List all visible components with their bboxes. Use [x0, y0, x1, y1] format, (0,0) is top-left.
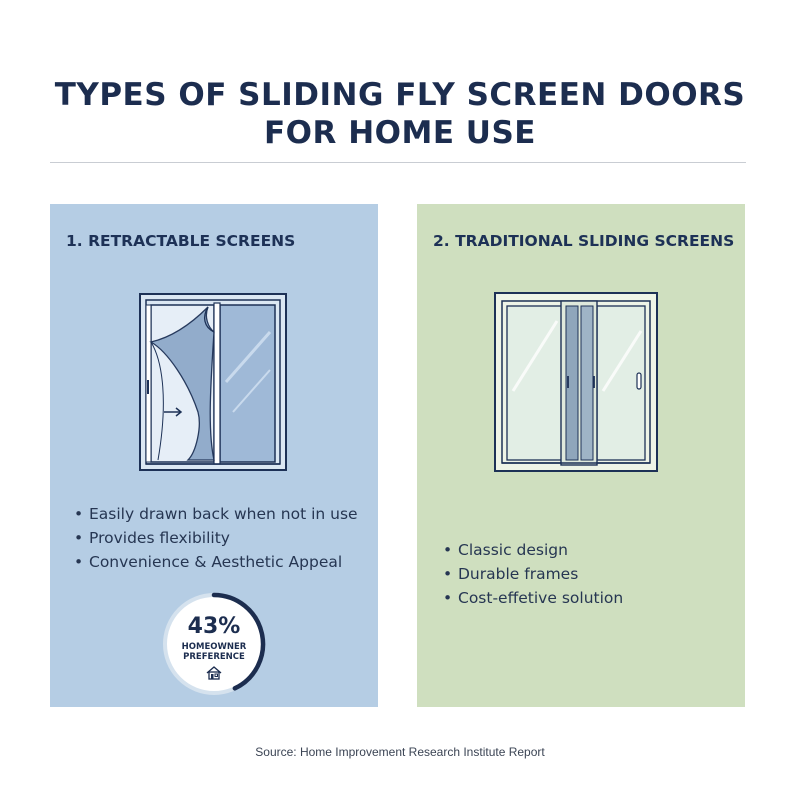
list-item: [72, 502, 358, 526]
bullet-text: Cost-effetive solution: [458, 589, 624, 607]
retractable-screens-bullets: [72, 502, 358, 574]
list-item: [441, 562, 623, 586]
homeowner-preference-stat: [160, 590, 268, 698]
bullet-dot: •: [74, 529, 84, 547]
list-item: [441, 538, 623, 562]
bullet-dot: •: [443, 565, 453, 583]
stat-label: [160, 642, 268, 662]
bullet-text: Provides flexibility: [89, 529, 230, 547]
bullet-dot: •: [74, 505, 84, 523]
traditional-sliding-screens-panel: [417, 204, 745, 707]
list-item: [72, 526, 358, 550]
page-title: [0, 76, 800, 152]
traditional-sliding-screens-bullets: [441, 538, 623, 610]
bullet-text: Durable frames: [458, 565, 579, 583]
stat-label-line-1: HOMEOWNER: [181, 642, 247, 652]
stat-label-line-2: PREFERENCE: [183, 652, 245, 662]
list-item: [72, 550, 358, 574]
bullet-dot: •: [443, 541, 453, 559]
sliding-screen-door-icon: [493, 291, 659, 473]
traditional-sliding-screens-heading: 2. TRADITIONAL SLIDING SCREENS: [433, 232, 735, 250]
retractable-screen-door-icon: [138, 292, 292, 472]
retractable-screens-heading: 1. RETRACTABLE SCREENS: [66, 232, 296, 250]
source-citation: Source: Home Improvement Research Institute Report: [255, 745, 545, 759]
retractable-screens-panel: [50, 204, 378, 707]
bullet-text: Convenience & Aesthetic Appeal: [89, 553, 343, 571]
title-divider: [50, 162, 746, 163]
house-icon: [205, 666, 223, 680]
bullet-text: Classic design: [458, 541, 568, 559]
list-item: [441, 586, 623, 610]
stat-value: 43%: [187, 614, 241, 639]
bullet-dot: •: [443, 589, 453, 607]
page-title-line-2: FOR HOME USE: [264, 115, 536, 151]
bullet-dot: •: [74, 553, 84, 571]
bullet-text: Easily drawn back when not in use: [89, 505, 358, 523]
page-title-line-1: TYPES OF SLIDING FLY SCREEN DOORS: [54, 77, 746, 113]
